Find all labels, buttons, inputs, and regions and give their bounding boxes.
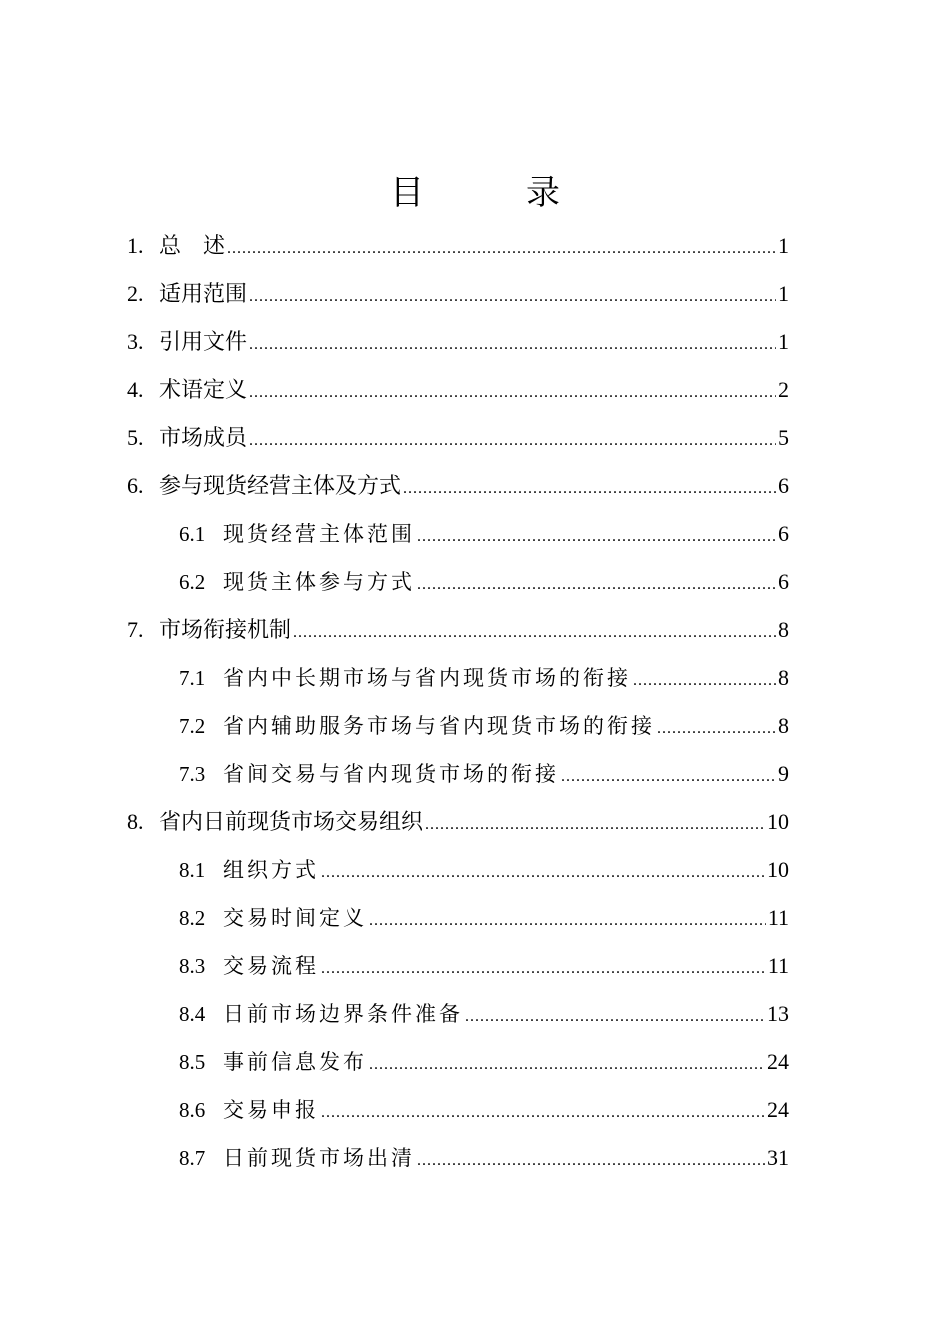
toc-entry-8-1[interactable] — [179, 850, 789, 890]
dot-leader — [633, 661, 776, 701]
entry-page: 10 — [767, 857, 789, 882]
dot-leader — [417, 517, 776, 557]
entry-number: 5. — [127, 425, 144, 450]
entry-title: 市场成员 — [159, 426, 248, 451]
entry-page: 24 — [767, 1049, 789, 1074]
toc-entry-7-3[interactable] — [179, 754, 789, 794]
entry-number: 8.2 — [179, 906, 206, 930]
toc-entry-6[interactable] — [127, 466, 789, 506]
entry-page: 1 — [778, 233, 789, 258]
entry-page: 6 — [778, 569, 789, 594]
toc-entry-6-1[interactable] — [179, 514, 789, 554]
toc-entry-5[interactable] — [127, 418, 789, 458]
toc-entry-8-5[interactable] — [179, 1042, 789, 1082]
entry-title: 交易时间定义 — [223, 906, 367, 930]
entry-title: 省内日前现货市场交易组织 — [159, 810, 424, 835]
dot-leader — [249, 277, 776, 317]
toc-entry-6-2[interactable] — [179, 562, 789, 602]
dot-leader — [417, 565, 776, 605]
dot-leader — [561, 757, 776, 797]
entry-page: 11 — [767, 953, 789, 978]
dot-leader — [369, 901, 766, 941]
entry-number: 3. — [127, 329, 144, 354]
entry-number: 6.1 — [179, 522, 206, 546]
toc-entry-1[interactable] — [127, 226, 789, 266]
entry-number: 8.7 — [179, 1146, 206, 1170]
dot-leader — [369, 1045, 765, 1085]
toc-entry-4[interactable] — [127, 370, 789, 410]
entry-number: 7.1 — [179, 666, 206, 690]
entry-number: 7.2 — [179, 714, 206, 738]
toc-entry-8-2[interactable] — [179, 898, 789, 938]
toc-entry-8-3[interactable] — [179, 946, 789, 986]
entry-number: 6.2 — [179, 570, 206, 594]
entry-page: 11 — [767, 905, 789, 930]
entry-page: 2 — [778, 377, 789, 402]
toc-entry-7[interactable] — [127, 610, 789, 650]
entry-title: 交易申报 — [223, 1098, 319, 1122]
entry-number: 1. — [127, 233, 144, 258]
entry-title: 省内辅助服务市场与省内现货市场的衔接 — [223, 714, 655, 738]
entry-page: 8 — [778, 617, 789, 642]
entry-page: 9 — [778, 761, 789, 786]
entry-title: 交易流程 — [223, 954, 319, 978]
dot-leader — [249, 325, 776, 365]
entry-title: 适用范围 — [159, 282, 248, 307]
dot-leader — [465, 997, 765, 1037]
entry-title: 市场衔接机制 — [159, 618, 292, 643]
entry-title: 组织方式 — [223, 858, 319, 882]
entry-number: 7. — [127, 617, 144, 642]
entry-title: 现货经营主体范围 — [223, 522, 415, 546]
dot-leader — [425, 805, 765, 845]
entry-page: 8 — [778, 665, 789, 690]
toc-entry-8-6[interactable] — [179, 1090, 789, 1130]
entry-title: 省间交易与省内现货市场的衔接 — [223, 762, 559, 786]
dot-leader — [403, 469, 776, 509]
entry-page: 10 — [767, 809, 789, 834]
entry-page: 13 — [767, 1001, 789, 1026]
dot-leader — [249, 421, 776, 461]
entry-page: 8 — [778, 713, 789, 738]
entry-number: 6. — [127, 473, 144, 498]
entry-title: 总 述 — [159, 234, 226, 259]
entry-title: 引用文件 — [159, 330, 248, 355]
entry-title: 日前现货市场出清 — [223, 1146, 415, 1170]
dot-leader — [657, 709, 776, 749]
entry-page: 1 — [778, 329, 789, 354]
entry-number: 8.4 — [179, 1002, 206, 1026]
toc-entry-7-2[interactable] — [179, 706, 789, 746]
entry-number: 8.1 — [179, 858, 206, 882]
entry-page: 6 — [778, 473, 789, 498]
entry-number: 8.6 — [179, 1098, 206, 1122]
dot-leader — [321, 949, 766, 989]
entry-number: 8.5 — [179, 1050, 206, 1074]
toc-entry-3[interactable] — [127, 322, 789, 362]
dot-leader — [321, 1093, 765, 1133]
entry-number: 4. — [127, 377, 144, 402]
toc-entry-2[interactable] — [127, 274, 789, 314]
entry-title: 术语定义 — [159, 378, 248, 403]
entry-title: 日前市场边界条件准备 — [223, 1002, 463, 1026]
entry-title: 省内中长期市场与省内现货市场的衔接 — [223, 666, 631, 690]
page-title: 目 录 — [390, 173, 594, 213]
entry-page: 6 — [778, 521, 789, 546]
toc-entry-8[interactable] — [127, 802, 789, 842]
dot-leader — [293, 613, 776, 653]
entry-number: 7.3 — [179, 762, 206, 786]
entry-title: 参与现货经营主体及方式 — [159, 474, 402, 499]
dot-leader — [249, 373, 776, 413]
dot-leader — [417, 1141, 765, 1181]
toc-entry-7-1[interactable] — [179, 658, 789, 698]
entry-number: 8.3 — [179, 954, 206, 978]
entry-title: 事前信息发布 — [223, 1050, 367, 1074]
entry-title: 现货主体参与方式 — [223, 570, 415, 594]
dot-leader — [227, 229, 776, 269]
dot-leader — [321, 853, 765, 893]
entry-page: 31 — [767, 1145, 789, 1170]
toc-entry-8-7[interactable] — [179, 1138, 789, 1178]
entry-page: 24 — [767, 1097, 789, 1122]
entry-page: 5 — [778, 425, 789, 450]
entry-number: 2. — [127, 281, 144, 306]
entry-page: 1 — [778, 281, 789, 306]
entry-number: 8. — [127, 809, 144, 834]
toc-entry-8-4[interactable] — [179, 994, 789, 1034]
